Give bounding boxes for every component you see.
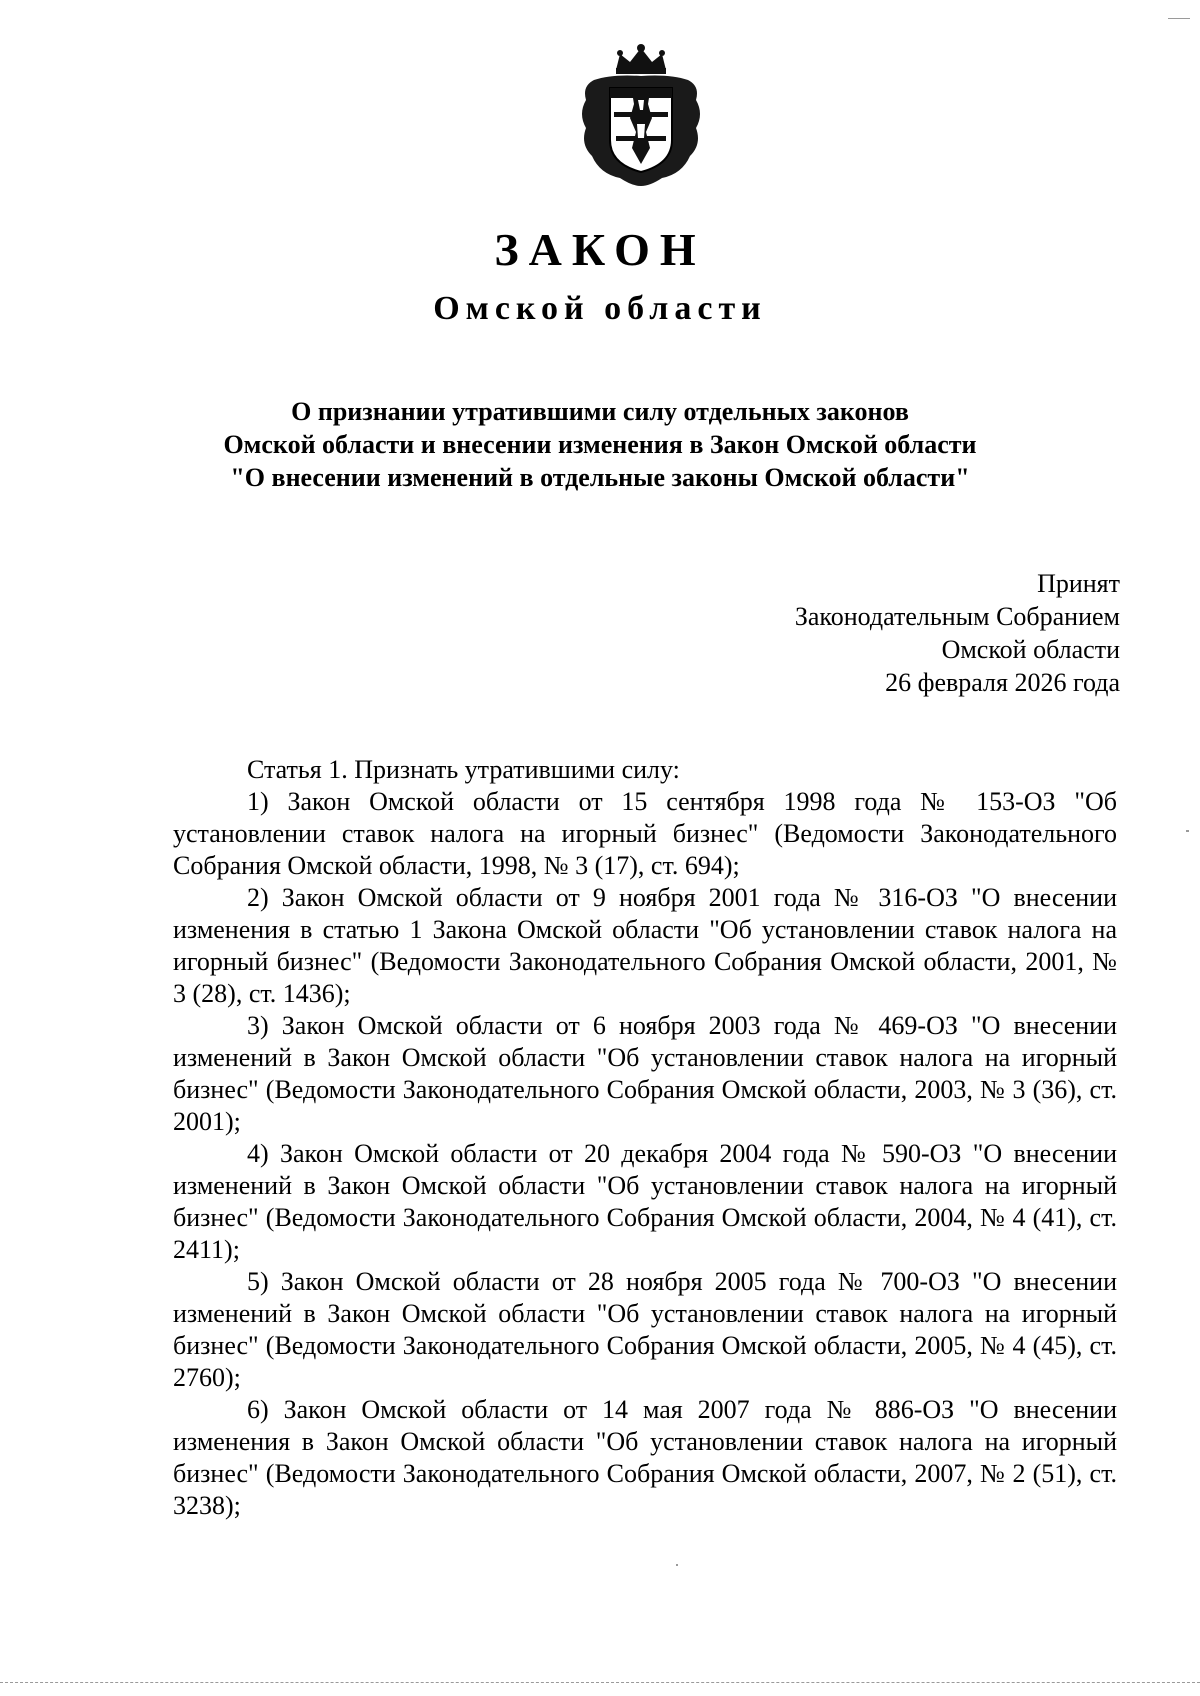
article-item: 1) Закон Омской области от 15 сентября 1998 года № 153-ОЗ "Об установлении ставок налога на игорный бизнес" (Ведомости Законодательного Собрания Омской области, 1998, № 3 (17), ст. 694); [173,787,1117,880]
article-item: 4) Закон Омской области от 20 декабря 2004 года № 590-ОЗ "О внесении изменений в Закон Омской области "Об установлении ставок налога на игорный бизнес" (Ведомости Законодательного Собрания Омской области, 2004, № 4 (41), ст. 2411); [173,1139,1117,1264]
adoption-line: Законодательным Собранием [794,602,1120,631]
law-name-line: "О внесении изменений в отдельные законы Омской области" [230,463,970,492]
scan-speck [1168,18,1190,19]
article-item: 6) Закон Омской области от 14 мая 2007 года № 886-ОЗ "О внесении изменения в Закон Омской области "Об установлении ставок налога на игорный бизнес" (Ведомости Законодательного Собрания Омской области, 2007, № 2 (51), ст. 3238); [173,1395,1117,1520]
scan-speck [676,1564,678,1566]
document-title: ЗАКОН [494,224,706,275]
article-item: 5) Закон Омской области от 28 ноября 2005 года № 700-ОЗ "О внесении изменений в Закон Омской области "Об установлении ставок налога на игорный бизнес" (Ведомости Законодательного Собрания Омской области, 2005, № 4 (45), ст. 2760); [173,1267,1117,1392]
adoption-line: Принят [1037,569,1120,598]
adoption-date: 26 февраля 2026 года [885,668,1120,697]
law-name-line: О признании утратившими силу отдельных законов [291,397,909,426]
adoption-block [795,567,1120,699]
law-name-line: Омской области и внесении изменения в Закон Омской области [223,430,977,459]
crown-icon [616,44,666,74]
omsk-coat-of-arms-icon [574,40,708,190]
adoption-line: Омской области [941,635,1120,664]
article-1 [173,754,1117,1522]
article-item: 2) Закон Омской области от 9 ноября 2001 года № 316-ОЗ "О внесении изменения в статью 1 Закона Омской области "Об установлении ставок налога на игорный бизнес" (Ведомости Законодательного Собрания Омской области, 2001, № 3 (28), ст. 1436); [173,883,1117,1008]
law-name [0,395,1200,494]
scan-speck [1186,830,1189,832]
article-item: 3) Закон Омской области от 6 ноября 2003 года № 469-ОЗ "О внесении изменений в Закон Омской области "Об установлении ставок налога на игорный бизнес" (Ведомости Законодательного Собрания Омской области, 2003, № 3 (36), ст. 2001); [173,1011,1117,1136]
article-heading: Статья 1. Признать утратившими силу: [247,755,680,784]
document-subtitle: Омской области [433,290,767,327]
scan-edge-line [0,1682,1200,1683]
